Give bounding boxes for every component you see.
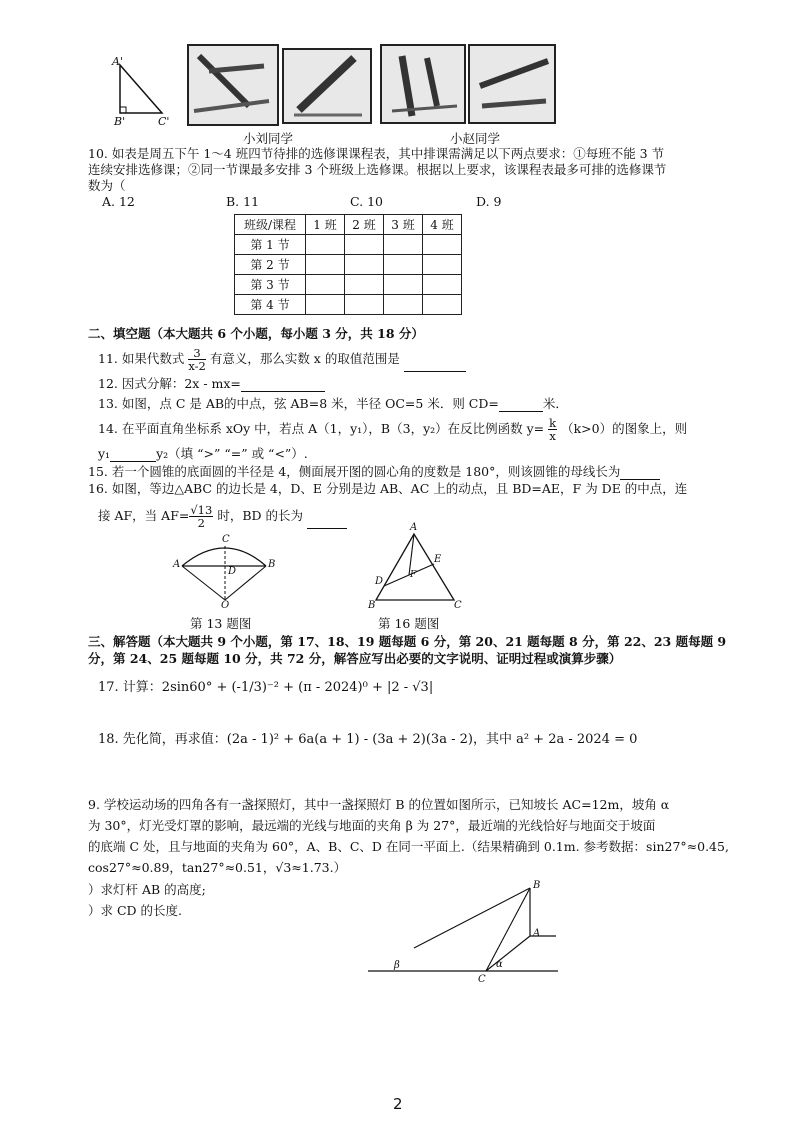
q19-line3: 的底端 C 处，且与地面的夹角为 60°，A、B、C、D 在同一平面上.（结果精确到 0.1m. 参考数据：sin27°≈0.45,	[88, 839, 729, 854]
caption-zhao: 小赵同学	[450, 131, 501, 146]
fig16-label-c: C	[454, 600, 462, 611]
q12-answer-blank[interactable]	[241, 379, 325, 392]
label-c-prime: C'	[158, 115, 170, 128]
row-label: 第 2 节	[235, 255, 306, 275]
q11-num: 3	[188, 347, 206, 360]
fig13-label-d: D	[228, 566, 237, 577]
row-label: 第 3 节	[235, 275, 306, 295]
fig16-label-e: E	[434, 554, 442, 565]
q16-pre: 接 AF，当	[98, 508, 158, 523]
table-header: 3 班	[384, 215, 423, 235]
q16-fraction	[189, 504, 213, 529]
q14-line2	[98, 446, 308, 462]
q13	[98, 396, 568, 412]
q10-option-c: C. 10	[350, 194, 383, 209]
table-header: 班级/课程	[235, 215, 306, 235]
q16-answer-blank[interactable]	[307, 516, 347, 529]
q13-text: 13. 如图，点 C 是 AB的中点，弦 AB=8 米，半径 OC=5 米．则 CD=	[98, 396, 499, 411]
photo-zhao-2	[468, 44, 556, 124]
fig13-caption: 第 13 题图	[190, 616, 252, 631]
q16-num: √13	[190, 503, 213, 517]
schedule-table	[234, 214, 462, 315]
q12	[98, 376, 325, 392]
table-row	[235, 275, 462, 295]
q16-line1: 16. 如图，等边△ABC 的边长是 4，D、E 分别是边 AB、AC 上的动点，且 BD=AE，F 为 DE 的中点，连	[88, 481, 688, 496]
q19-line2: 为 30°，灯光受灯罩的影响，最远端的光线与地面的夹角 β 为 27°，最近端的光线恰好与地面交于坡面	[88, 818, 656, 833]
photo-liu-2	[282, 48, 372, 124]
fig19-label-c: C	[478, 974, 486, 985]
label-a-prime: A'	[112, 55, 123, 68]
q16-af: AF=	[161, 508, 190, 523]
table-row	[235, 235, 462, 255]
q15-answer-blank[interactable]	[620, 467, 660, 480]
fig19-label-beta: β	[394, 960, 400, 971]
fig16-label-d: D	[375, 576, 384, 587]
table-header: 4 班	[423, 215, 462, 235]
q19-line4: cos27°≈0.89，tan27°≈0.51，√3≈1.73.）	[88, 860, 347, 875]
label-b-prime: B'	[114, 115, 126, 128]
photo-liu-1	[187, 44, 279, 126]
triangle-figure	[108, 55, 178, 130]
photo-zhao-1	[380, 44, 466, 124]
q10-line1: 10. 如表是周五下午 1～4 班四节待排的选修课课程表，其中排课需满足以下两点要求：①每班不能 3 节	[88, 146, 665, 161]
table-row	[235, 255, 462, 275]
q11-pre: 11. 如果代数式	[98, 351, 185, 366]
q13-post: 米．	[542, 396, 568, 411]
fig16-label-f: F	[410, 570, 417, 580]
q11	[98, 347, 466, 372]
q10-line2: 连续安排选修课；②同一节课最多安排 3 个班级上选修课。根据以上要求，该课程表最多可排的选修课节	[88, 162, 667, 177]
q19-sub2: ）求 CD 的长度.	[88, 903, 183, 918]
q14	[98, 417, 687, 442]
q19-line1: 9. 学校运动场的四角各有一盏探照灯，其中一盏探照灯 B 的位置如图所示，已知坡长 AC=12m，坡角 α	[88, 797, 670, 812]
table-header-row	[235, 215, 462, 235]
section3-title2: 分，第 24、25 题每题 10 分，共 72 分，解答应写出必要的文字说明、证明过程或演算步骤）	[88, 651, 622, 666]
row-label: 第 4 节	[235, 295, 306, 315]
q12-text: 12. 因式分解：2x - mx=	[98, 376, 241, 391]
fig13-label-a: A	[173, 559, 181, 570]
figure-19	[368, 870, 568, 990]
caption-liu: 小刘同学	[243, 131, 294, 146]
q15-text: 15. 若一个圆锥的底面圆的半径是 4，侧面展开图的圆心角的度数是 180°，则该圆锥的母线长为	[88, 464, 621, 479]
q16-den: 2	[197, 516, 205, 530]
fig16-caption: 第 16 题图	[378, 616, 440, 631]
page-number: 2	[393, 1095, 403, 1113]
q11-answer-blank[interactable]	[404, 359, 466, 372]
q10-option-d: D. 9	[476, 194, 502, 209]
q14-pre: 14. 在平面直角坐标系 xOy 中，若点 A（1，y₁），B（3，y₂）在反比例函数 y=	[98, 421, 545, 436]
row-label: 第 1 节	[235, 235, 306, 255]
q10-line3: 数为（	[88, 178, 126, 193]
figure-13	[170, 532, 280, 612]
figure-16	[366, 522, 466, 612]
fig16-label-b: B	[368, 600, 376, 611]
table-row	[235, 295, 462, 315]
fig13-label-c: C	[222, 534, 230, 545]
fig19-label-b: B	[533, 880, 541, 891]
q14-post: （k>0）的图象上，则	[561, 421, 688, 436]
q19-sub1: ）求灯杆 AB 的高度;	[88, 882, 206, 897]
q14-num: k	[549, 416, 557, 430]
fig13-label-b: B	[268, 559, 276, 570]
q10-option-b: B. 11	[226, 194, 260, 209]
table-header: 2 班	[345, 215, 384, 235]
q14-den: x	[549, 429, 556, 443]
fig16-label-a: A	[410, 522, 418, 533]
q17: 17. 计算：2sin60° + (-1/3)⁻² + (π - 2024)⁰ + |2 - √3|	[98, 680, 434, 695]
fig19-label-alpha: α	[496, 959, 503, 970]
q11-post: 有意义，那么实数 x 的取值范围是	[209, 351, 400, 366]
q16-line2	[98, 504, 347, 529]
q10-option-a: A. 12	[102, 194, 135, 209]
q14-y1: y₁	[98, 446, 111, 461]
q14-answer-blank[interactable]	[110, 449, 156, 462]
q14-fraction	[548, 417, 557, 442]
q11-fraction	[188, 347, 206, 372]
section2-title: 二、填空题（本大题共 6 个小题，每小题 3 分，共 18 分）	[88, 326, 424, 341]
section3-title: 三、解答题（本大题共 9 个小题，第 17、18、19 题每题 6 分，第 20、21 题每题 8 分，第 22、23 题每题 9	[88, 634, 727, 649]
q16-post: 时，BD 的长为	[217, 508, 303, 523]
fig13-label-o: O	[221, 600, 230, 611]
q13-answer-blank[interactable]	[499, 399, 543, 412]
q14-line2-text: y₂（填 “>” “=” 或 “<”）.	[156, 446, 308, 461]
q15	[88, 464, 660, 480]
q11-den: x-2	[188, 359, 206, 373]
table-header: 1 班	[306, 215, 345, 235]
q18: 18. 先化简，再求值：(2a - 1)² + 6a(a + 1) - (3a + 2)(3a - 2)，其中 a² + 2a - 2024 = 0	[98, 732, 638, 747]
fig19-label-a: A	[533, 928, 541, 939]
